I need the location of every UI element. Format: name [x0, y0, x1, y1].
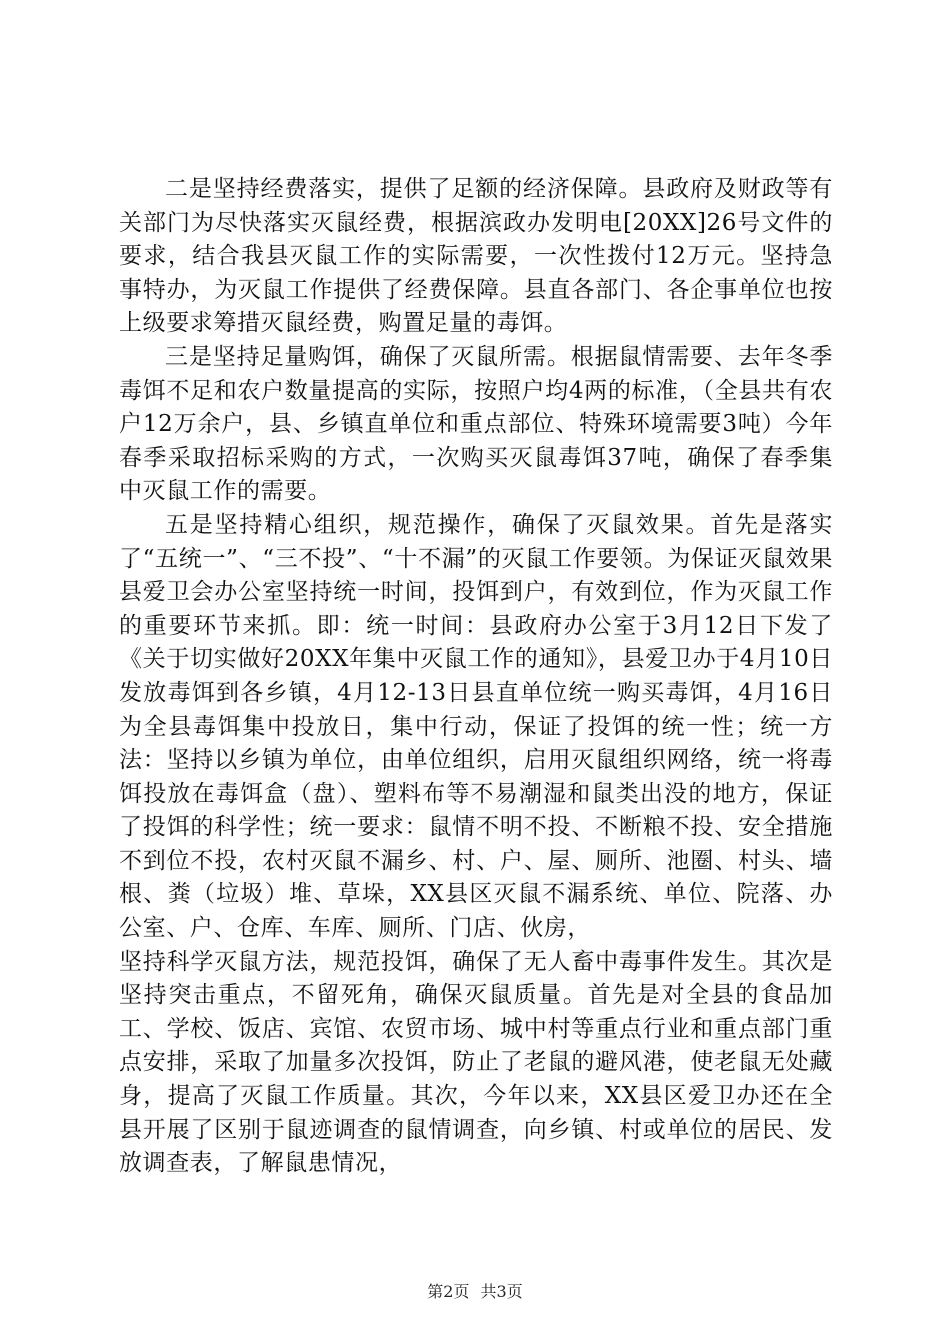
paragraph-funding: 二是坚持经费落实，提供了足额的经济保障。县政府及财政等有关部门为尽快落实灭鼠经费，根据滨政办发明电[20XX]26号文件的要求，结合我县灭鼠工作的实际需要，一次性拨付12万元。坚持急事特办，为灭鼠工作提供了经费保障。县直各部门、各企事单位也按上级要求筹措灭鼠经费，购置足量的毒饵。: [119, 176, 833, 337]
page-number: 第2页: [427, 1282, 470, 1301]
paragraph-bait-purchase: 三是坚持足量购饵，确保了灭鼠所需。根据鼠情需要、去年冬季毒饵不足和农户数量提高的实际，按照户均4两的标准，（全县共有农户12万余户，县、乡镇直单位和重点部位、特殊环境需要3吨）今年春季采取招标采购的方式，一次购买灭鼠毒饵37吨，确保了春季集中灭鼠工作的需要。: [119, 343, 833, 505]
paragraph-organization: 五是坚持精心组织，规范操作，确保了灭鼠效果。首先是落实了“五统一”、“三不投”、“十不漏”的灭鼠工作要领。为保证灭鼠效果县爱卫会办公室坚持统一时间，投饵到户，有效到位，作为灭鼠工作的重要环节来抓。即：统一时间：县政府办公室于3月12日下发了《关于切实做好20XX年集中灭鼠工作的通知》，县爱卫办于4月10日发放毒饵到各乡镇，4月12-13日县直单位统一购买毒饵，4月16日为全县毒饵集中投放日，集中行动，保证了投饵的统一性；统一方法：坚持以乡镇为单位，由单位组织，启用灭鼠组织网络，统一将毒饵投放在毒饵盒（盘）、塑料布等不易潮湿和鼠类出没的地方，保证了投饵的科学性；统一要求：鼠情不明不投、不断粮不投、安全措施不到位不投，农村灭鼠不漏乡、村、户、屋、厕所、池圈、村头、墙根、粪（垃圾）堆、草垛，XX县区灭鼠不漏系统、单位、院落、办公室、户、仓库、车库、厕所、门店、伙房，: [119, 511, 833, 942]
paragraph-organization-continued: 坚持科学灭鼠方法，规范投饵，确保了无人畜中毒事件发生。其次是坚持突击重点，不留死角，确保灭鼠质量。首先是对全县的食品加工、学校、饭店、宾馆、农贸市场、城中村等重点行业和重点部门重点安排，采取了加量多次投饵，防止了老鼠的避风港，使老鼠无处藏身，提高了灭鼠工作质量。其次，今年以来，XX县区爱卫办还在全县开展了区别于鼠迹调查的鼠情调查，向乡镇、村或单位的居民、发放调查表，了解鼠患情况，: [119, 948, 833, 1177]
document-body: [119, 173, 833, 1181]
page-footer: [0, 1281, 950, 1303]
page-total: 共3页: [480, 1282, 523, 1301]
